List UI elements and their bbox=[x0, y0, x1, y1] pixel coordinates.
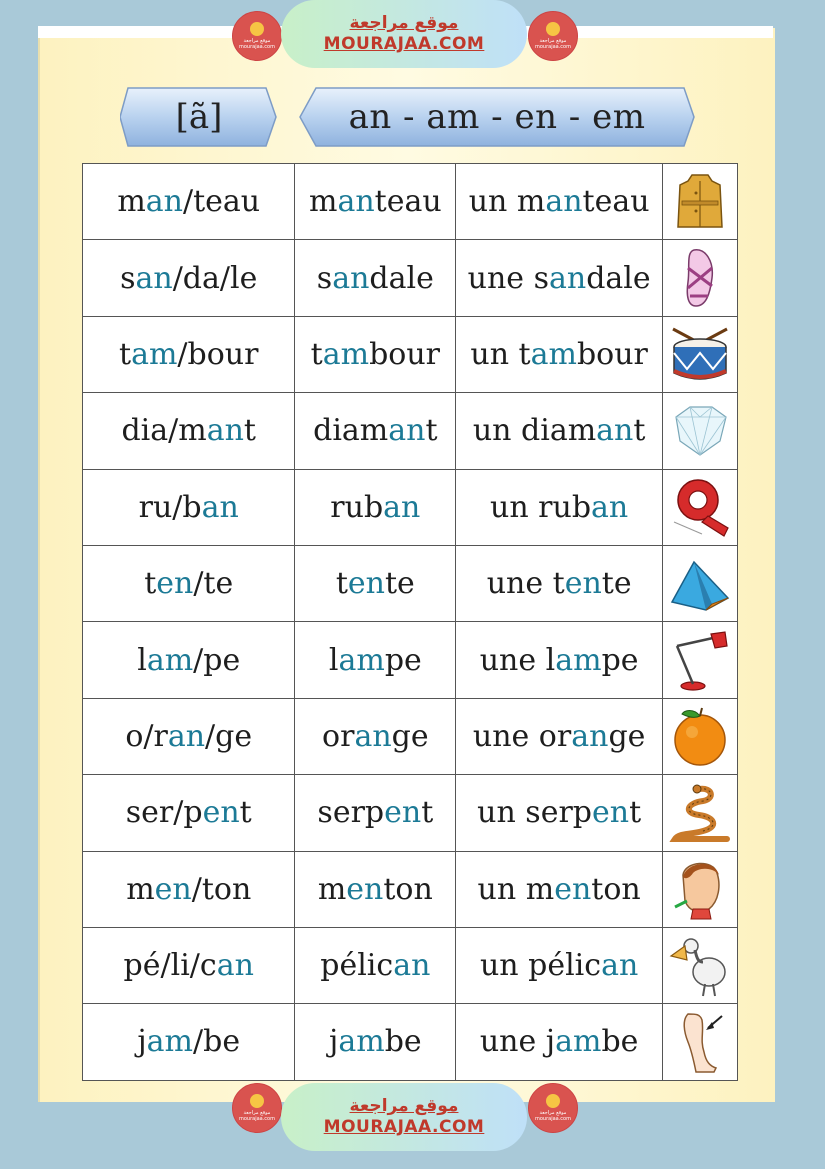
table-row bbox=[83, 851, 738, 927]
site-logo-right-icon: موقع مراجعة mourajaa.com bbox=[528, 11, 578, 61]
text-segment: j bbox=[137, 1024, 147, 1060]
syllable-cell bbox=[83, 851, 295, 927]
lamp-icon bbox=[663, 622, 737, 697]
text-segment: l bbox=[328, 642, 339, 678]
text-segment: m bbox=[126, 871, 155, 907]
syllable-cell bbox=[83, 164, 295, 240]
text-segment: un m bbox=[468, 184, 546, 220]
text-segment: /ton bbox=[191, 871, 252, 907]
text-segment: m bbox=[308, 184, 338, 220]
article-word-cell bbox=[456, 316, 663, 392]
word-cell bbox=[295, 622, 456, 698]
chin-icon bbox=[663, 852, 737, 927]
sound-highlight: am bbox=[146, 1024, 194, 1060]
text-segment: un diam bbox=[472, 413, 597, 449]
text-segment: une t bbox=[486, 566, 565, 602]
ribbon-icon bbox=[663, 470, 737, 545]
tent-icon bbox=[663, 546, 737, 621]
text-segment: dia/m bbox=[121, 413, 207, 449]
table-row bbox=[83, 316, 738, 392]
site-logo-left-bottom-icon: موقع مراجعة mourajaa.com bbox=[232, 1083, 282, 1133]
picture-cell bbox=[663, 164, 738, 240]
text-segment: s bbox=[316, 260, 333, 296]
text-segment: /pe bbox=[193, 642, 241, 678]
orange-icon bbox=[663, 699, 737, 774]
word-cell bbox=[295, 316, 456, 392]
table-row bbox=[83, 545, 738, 621]
text-segment: /ge bbox=[205, 718, 253, 754]
table-row bbox=[83, 164, 738, 240]
sound-highlight: en bbox=[202, 795, 240, 831]
picture-cell bbox=[663, 775, 738, 851]
text-segment: dale bbox=[586, 260, 651, 296]
word-cell bbox=[295, 775, 456, 851]
text-segment: dale bbox=[369, 260, 434, 296]
sound-highlight: an bbox=[571, 718, 609, 754]
sound-highlight: an bbox=[596, 413, 634, 449]
table-row bbox=[83, 775, 738, 851]
syllable-cell bbox=[83, 1004, 295, 1080]
sound-highlight: en bbox=[347, 566, 385, 602]
text-segment: un rub bbox=[490, 489, 592, 525]
article-word-cell bbox=[456, 469, 663, 545]
sound-highlight: an bbox=[591, 489, 629, 525]
word-cell bbox=[295, 240, 456, 316]
text-segment: t bbox=[243, 413, 256, 449]
word-cell bbox=[295, 164, 456, 240]
sound-highlight: en bbox=[156, 566, 194, 602]
sound-highlight: an bbox=[135, 260, 173, 296]
syllable-cell bbox=[83, 469, 295, 545]
sound-highlight: an bbox=[206, 413, 244, 449]
table-row bbox=[83, 698, 738, 774]
sound-highlight: an bbox=[332, 260, 370, 296]
article-word-cell bbox=[456, 775, 663, 851]
syllable-cell bbox=[83, 240, 295, 316]
article-word-cell bbox=[456, 1004, 663, 1080]
phoneme-banner bbox=[120, 86, 278, 148]
text-segment: s bbox=[120, 260, 136, 296]
text-segment: te bbox=[601, 566, 632, 602]
sound-highlight: en bbox=[346, 871, 384, 907]
text-segment: diam bbox=[313, 413, 389, 449]
text-segment: l bbox=[137, 642, 147, 678]
text-segment: ton bbox=[591, 871, 641, 907]
text-segment: ser/p bbox=[125, 795, 203, 831]
sound-highlight: an bbox=[354, 718, 392, 754]
syllable-cell bbox=[83, 927, 295, 1003]
watermark-site: MOURAJAA.COM bbox=[323, 34, 485, 54]
sound-highlight: am bbox=[322, 336, 370, 372]
watermark-badge-top[interactable] bbox=[281, 0, 527, 68]
text-segment: j bbox=[329, 1024, 339, 1060]
text-segment: t bbox=[119, 336, 132, 372]
text-segment: bour bbox=[369, 336, 441, 372]
text-segment: t bbox=[335, 566, 348, 602]
sound-highlight: an bbox=[548, 260, 587, 296]
spellings-banner bbox=[298, 86, 696, 148]
word-cell bbox=[295, 469, 456, 545]
sound-highlight: an bbox=[545, 184, 583, 220]
picture-cell bbox=[663, 851, 738, 927]
watermark-badge-bottom[interactable] bbox=[281, 1083, 527, 1151]
article-word-cell bbox=[456, 927, 663, 1003]
text-segment: t bbox=[421, 795, 434, 831]
sound-highlight: am bbox=[530, 336, 577, 372]
leg-icon bbox=[663, 1004, 737, 1079]
text-segment: ge bbox=[391, 718, 429, 754]
text-segment: m bbox=[117, 184, 146, 220]
sound-highlight: am bbox=[338, 1024, 385, 1060]
text-segment: /bour bbox=[177, 336, 259, 372]
sound-highlight: an bbox=[383, 489, 421, 525]
text-segment: serp bbox=[317, 795, 385, 831]
sound-highlight: an bbox=[145, 184, 183, 220]
table-row bbox=[83, 622, 738, 698]
sound-highlight: en bbox=[554, 871, 592, 907]
sound-highlight: am bbox=[338, 642, 385, 678]
diamond-icon bbox=[663, 393, 737, 468]
word-cell bbox=[295, 698, 456, 774]
sound-highlight: an bbox=[216, 948, 254, 984]
article-word-cell bbox=[456, 240, 663, 316]
text-segment: un serp bbox=[477, 795, 592, 831]
text-segment: t bbox=[144, 566, 157, 602]
article-word-cell bbox=[456, 545, 663, 621]
syllable-cell bbox=[83, 316, 295, 392]
text-segment: be bbox=[601, 1024, 639, 1060]
picture-cell bbox=[663, 469, 738, 545]
text-segment: pélic bbox=[320, 948, 394, 984]
sound-highlight: an bbox=[167, 718, 206, 754]
watermark-site-bottom: MOURAJAA.COM bbox=[323, 1117, 485, 1137]
picture-cell bbox=[663, 927, 738, 1003]
table-row bbox=[83, 393, 738, 469]
syllable-cell bbox=[83, 698, 295, 774]
syllable-cell bbox=[83, 545, 295, 621]
table-row bbox=[83, 469, 738, 545]
article-word-cell bbox=[456, 164, 663, 240]
text-segment: une j bbox=[479, 1024, 556, 1060]
table-row bbox=[83, 1004, 738, 1080]
text-segment: ge bbox=[608, 718, 646, 754]
word-table bbox=[82, 163, 738, 1081]
text-segment: or bbox=[322, 718, 355, 754]
text-segment: un pélic bbox=[479, 948, 602, 984]
sound-highlight: en bbox=[564, 566, 602, 602]
site-logo-left-icon: موقع مراجعة mourajaa.com bbox=[232, 11, 282, 61]
syllable-cell bbox=[83, 775, 295, 851]
coat-icon bbox=[663, 164, 737, 239]
word-cell bbox=[295, 927, 456, 1003]
text-segment: ton bbox=[383, 871, 433, 907]
text-segment: /teau bbox=[183, 184, 261, 220]
text-segment: bour bbox=[576, 336, 648, 372]
article-word-cell bbox=[456, 851, 663, 927]
article-word-cell bbox=[456, 393, 663, 469]
text-segment: pe bbox=[601, 642, 639, 678]
sound-highlight: en bbox=[592, 795, 630, 831]
text-segment: t bbox=[629, 795, 642, 831]
sandal-icon bbox=[663, 240, 737, 315]
text-segment: t bbox=[310, 336, 323, 372]
sound-highlight: am bbox=[131, 336, 178, 372]
text-segment: un m bbox=[477, 871, 555, 907]
word-cell bbox=[295, 1004, 456, 1080]
spellings-label: an - am - en - em bbox=[348, 97, 646, 137]
sound-highlight: am bbox=[146, 642, 194, 678]
text-segment: rub bbox=[330, 489, 384, 525]
phoneme-label: [ã] bbox=[175, 97, 223, 137]
picture-cell bbox=[663, 316, 738, 392]
table-row bbox=[83, 927, 738, 1003]
syllable-cell bbox=[83, 622, 295, 698]
picture-cell bbox=[663, 1004, 738, 1080]
text-segment: une or bbox=[472, 718, 572, 754]
sound-highlight: en bbox=[154, 871, 192, 907]
text-segment: une s bbox=[467, 260, 549, 296]
word-cell bbox=[295, 851, 456, 927]
text-segment: /te bbox=[193, 566, 234, 602]
text-segment: t bbox=[425, 413, 438, 449]
text-segment: be bbox=[384, 1024, 422, 1060]
syllable-cell bbox=[83, 393, 295, 469]
sound-highlight: am bbox=[555, 1024, 602, 1060]
snake-icon bbox=[663, 775, 737, 850]
text-segment: teau bbox=[374, 184, 442, 220]
article-word-cell bbox=[456, 622, 663, 698]
sound-highlight: an bbox=[393, 948, 431, 984]
text-segment: teau bbox=[582, 184, 650, 220]
pelican-icon bbox=[663, 928, 737, 1003]
article-word-cell bbox=[456, 698, 663, 774]
text-segment: m bbox=[317, 871, 347, 907]
sound-highlight: en bbox=[384, 795, 422, 831]
watermark-arabic: موقع مراجعة bbox=[349, 13, 459, 33]
picture-cell bbox=[663, 622, 738, 698]
picture-cell bbox=[663, 393, 738, 469]
picture-cell bbox=[663, 698, 738, 774]
text-segment: te bbox=[385, 566, 415, 602]
text-segment: /be bbox=[193, 1024, 241, 1060]
sound-highlight: an bbox=[601, 948, 639, 984]
text-segment: ru/b bbox=[138, 489, 202, 525]
text-segment: pe bbox=[384, 642, 422, 678]
site-logo-right-bottom-icon: موقع مراجعة mourajaa.com bbox=[528, 1083, 578, 1133]
picture-cell bbox=[663, 545, 738, 621]
sound-highlight: am bbox=[555, 642, 602, 678]
drum-icon bbox=[663, 317, 737, 392]
table-row bbox=[83, 240, 738, 316]
picture-cell bbox=[663, 240, 738, 316]
watermark-arabic-bottom: موقع مراجعة bbox=[349, 1096, 459, 1116]
sound-highlight: an bbox=[388, 413, 426, 449]
sound-highlight: an bbox=[201, 489, 239, 525]
word-cell bbox=[295, 545, 456, 621]
text-segment: /da/le bbox=[172, 260, 258, 296]
text-segment: un t bbox=[470, 336, 531, 372]
text-segment: une l bbox=[479, 642, 556, 678]
text-segment: o/r bbox=[125, 718, 168, 754]
sound-highlight: an bbox=[337, 184, 375, 220]
word-cell bbox=[295, 393, 456, 469]
text-segment: pé/li/c bbox=[123, 948, 217, 984]
text-segment: t bbox=[239, 795, 252, 831]
text-segment: t bbox=[633, 413, 646, 449]
